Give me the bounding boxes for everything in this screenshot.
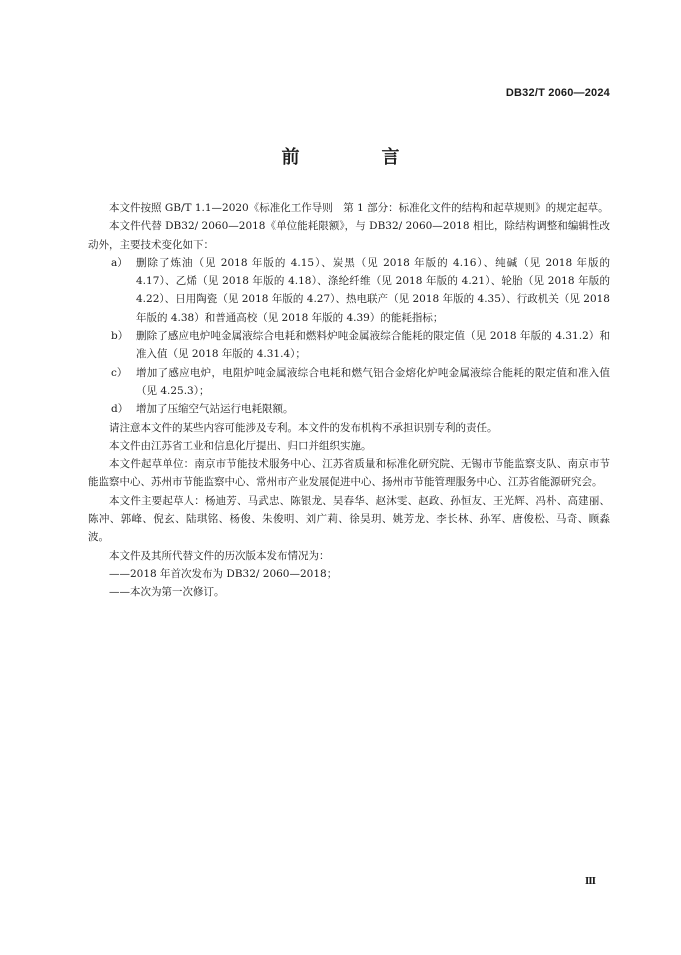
list-item-text: 增加了感应电炉，电阻炉吨金属液综合电耗和燃气铝合金熔化炉吨金属液综合能耗的限定值和准入值（见 4.25.3）； — [136, 366, 610, 397]
list-item-text: 增加了压缩空气站运行电耗限额。 — [136, 403, 294, 416]
list-item — [88, 254, 610, 327]
list-item-mark: b） — [111, 330, 129, 343]
list-item-mark: d） — [111, 403, 129, 416]
paragraph-replacement: 本文件代替 DB32/ 2060—2018《单位能耗限额》，与 DB32/ 2060—2018 相比，除结构调整和编辑性改动外，主要技术变化如下： — [88, 220, 610, 251]
page-number: Ⅲ — [585, 877, 596, 887]
list-item — [88, 327, 610, 364]
paragraph-patent-notice: 请注意本文件的某些内容可能涉及专利。本文件的发布机构不承担识别专利的责任。 — [109, 421, 498, 434]
page-title: 前 言 — [281, 147, 432, 168]
list-item-text: 删除了炼油（见 2018 年版的 4.15）、炭黑（见 2018 年版的 4.16）、纯碱（见 2018 年版的 4.17）、乙烯（见 2018 年版的 4.18）、涤纶纤维（见 2018 年版的 4.21）、轮胎（见 2018 年版的 4.22）、日用陶瓷（见 2018 年版的 4.27）、热电联产（见 2018 年版的 4.35）、行政机关（见 2018 年版的 4.38）和普通高校（见 2018 年版的 4.39）的能耗指标； — [136, 256, 610, 324]
paragraph-drafters: 本文件主要起草人：杨迪芳、马武忠、陈银龙、吴春华、赵沐雯、赵政、孙恒友、王光辉、冯朴、高建丽、陈冲、郭峰、倪玄、陆琪铭、杨俊、朱俊明、刘广莉、徐昊玥、姚芳龙、李长林、孙军、唐俊松、马奇、顾淼波。 — [88, 494, 610, 544]
version-history-item: ——本次为第一次修订。 — [109, 586, 225, 599]
list-item — [88, 400, 610, 418]
version-history-item: ——2018 年首次发布为 DB32/ 2060—2018； — [109, 567, 338, 580]
paragraph-proposer: 本文件由江苏省工业和信息化厅提出、归口并组织实施。 — [109, 439, 372, 452]
standard-number: DB32/T 2060—2024 — [505, 87, 610, 99]
list-item — [88, 364, 610, 401]
paragraph-drafting-rules: 本文件按照 GB/T 1.1—2020《标准化工作导则 第 1 部分：标准化文件的结构和起草规则》的规定起草。 — [109, 202, 609, 214]
list-item-mark: c） — [111, 366, 128, 379]
list-item-text: 删除了感应电炉吨金属液综合电耗和燃料炉吨金属液综合能耗的限定值（见 2018 年版的 4.31.2）和准入值（见 2018 年版的 4.31.4）； — [136, 330, 610, 361]
foreword-body — [88, 199, 610, 602]
paragraph-drafting-units: 本文件起草单位：南京市节能技术服务中心、江苏省质量和标准化研究院、无锡市节能监察支队、南京市节能监察中心、苏州市节能监察中心、常州市产业发展促进中心、扬州市节能管理服务中心、江苏省能源研究会。 — [88, 458, 610, 489]
paragraph-version-history: 本文件及其所代替文件的历次版本发布情况为： — [109, 549, 330, 562]
list-item-mark: a） — [111, 256, 128, 269]
